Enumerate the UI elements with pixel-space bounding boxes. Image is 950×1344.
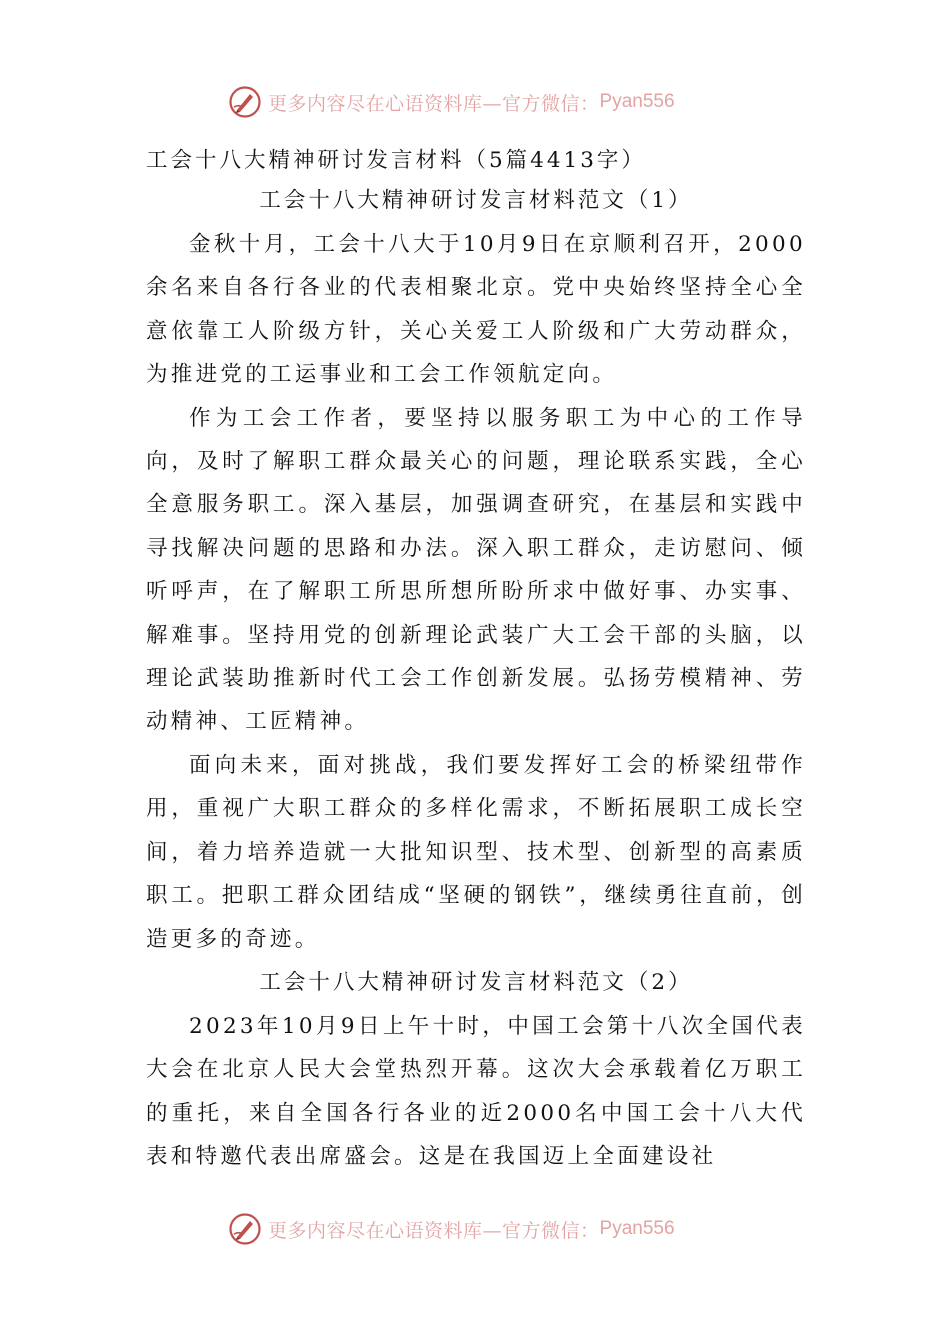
- watermark-wechat-id: Pyan556: [599, 91, 675, 112]
- watermark-text: 更多内容尽在心语资料库—官方微信：: [268, 92, 600, 115]
- paragraph: 金秋十月，工会十八大于10月9日在京顺利召开，2000余名来自各行各业的代表相聚北京。党中央始终坚持全心全意依靠工人阶级方针，关心关爱工人阶级和广大劳动群众，为推进党的工运事业和工会工作领航定向。: [146, 232, 806, 388]
- pen-logo-icon: [228, 85, 262, 119]
- header-watermark: [228, 82, 675, 122]
- paragraph: 2023年10月9日上午十时，中国工会第十八次全国代表大会在北京人民大会堂热烈开幕。这次大会承载着亿万职工的重托，来自全国各行各业的近2000名中国工会十八大代表和特邀代表出席盛会。这是在我国迈上全面建设社: [146, 1013, 806, 1170]
- document-body: [146, 143, 806, 1179]
- section-heading: 工会十八大精神研讨发言材料范文（2）: [259, 969, 693, 995]
- watermark-text: 更多内容尽在心语资料库—官方微信：: [268, 1219, 600, 1242]
- document-title: 工会十八大精神研讨发言材料（5篇4413字）: [146, 148, 646, 173]
- footer-watermark: [228, 1209, 675, 1249]
- watermark-wechat-id: Pyan556: [599, 1218, 675, 1239]
- paragraph: 作为工会工作者，要坚持以服务职工为中心的工作导向，及时了解职工群众最关心的问题，理论联系实践，全心全意服务职工。深入基层，加强调查研究，在基层和实践中寻找解决问题的思路和办法。深入职工群众，走访慰问、倾听呼声，在了解职工所思所想所盼所求中做好事、办实事、解难事。坚持用党的创新理论武装广大工会干部的头脑，以理论武装助推新时代工会工作创新发展。弘扬劳模精神、劳动精神、工匠精神。: [146, 405, 806, 735]
- pen-logo-icon: [228, 1212, 262, 1246]
- paragraph: 面向未来，面对挑战，我们要发挥好工会的桥梁纽带作用，重视广大职工群众的多样化需求，不断拓展职工成长空间，着力培养造就一大批知识型、技术型、创新型的高素质职工。把职工群众团结成“坚硬的钢铁”，继续勇往直前，创造更多的奇迹。: [146, 752, 806, 952]
- section-heading: 工会十八大精神研讨发言材料范文（1）: [259, 188, 693, 213]
